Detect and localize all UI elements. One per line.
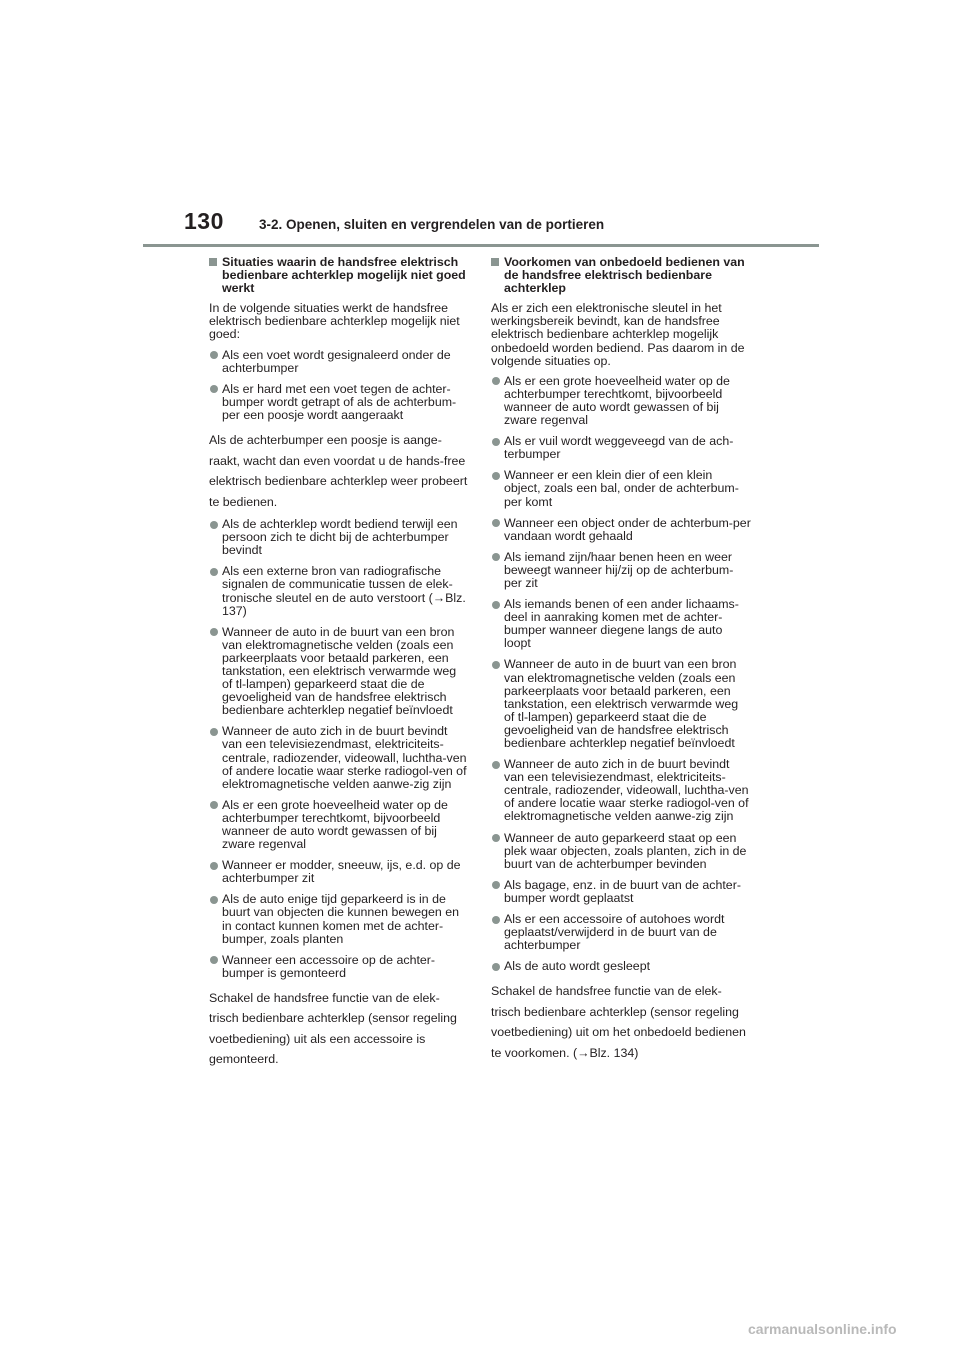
list-item-text: Als iemands benen of een ander lichaams-deel in aanraking komen met de achter-bumper wanneer diegene langs de auto loopt <box>504 597 739 651</box>
list-item-text: Als de auto wordt gesleept <box>504 959 651 974</box>
list-item-text: Wanneer de auto zich in de buurt bevindt van een televisiezendmast, elektriciteits-centrale, radiozender, videowall, luchtha-ven of andere locatie waar sterke radiogol-ven of elektromagnetische velden aanwe-zig zijn <box>504 757 749 824</box>
left-heading <box>209 256 469 295</box>
header-rule <box>143 244 819 247</box>
list-item-text: Als er een grote hoeveelheid water op de achterbumper terechtkomt, bijvoorbeeld wanneer de auto wordt gewassen of bij zware regenval <box>504 373 730 428</box>
list-item <box>209 725 469 790</box>
left-closing: Schakel de handsfree functie van de elek-trisch bedienbare achterklep (sensor regeling voetbediening) uit als een accessoire is gemonteerd. <box>209 990 457 1067</box>
list-item-text: Als de auto enige tijd geparkeerd is in de buurt van objecten die kunnen bewegen en in contact kunnen komen met de achter-bumper, zoals planten <box>222 892 459 946</box>
right-closing: Schakel de handsfree functie van de elek-trisch bedienbare achterklep (sensor regeling voetbediening) uit om het onbedoeld bedienen te voorkomen. (→Blz. 134) <box>491 984 746 1060</box>
list-item <box>209 893 469 945</box>
list-item <box>209 859 469 885</box>
list-item <box>491 469 751 508</box>
watermark: carmanualsonline.info <box>748 1321 897 1337</box>
circle-bullet-icon <box>210 862 218 870</box>
square-bullet-icon <box>209 258 217 266</box>
circle-bullet-icon <box>210 521 218 529</box>
circle-bullet-icon <box>210 628 218 636</box>
right-intro: Als er zich een elektronische sleutel in het werkingsbereik bevindt, kan de handsfree elektrisch bedienbare achterklep mogelijk onbedoeld worden bediend. Pas daarom in de volgende situaties op. <box>491 301 745 368</box>
list-item <box>491 913 751 952</box>
list-item-text: Wanneer de auto geparkeerd staat op een plek waar objecten, zoals planten, zich in de buurt van de achterbumper bevinden <box>504 830 747 871</box>
list-item <box>209 349 469 375</box>
list-item-text: Wanneer de auto zich in de buurt bevindt van een televisiezendmast, elektriciteits-centrale, radiozender, videowall, luchtha-ven of andere locatie waar sterke radiogol-ven of elektromagnetische velden aanwe-zig zijn <box>222 724 467 791</box>
left-middle-text: Als de achterbumper een poosje is aange-raakt, wacht dan even voordat u de hands-free elektrisch bedienbare achterklep weer probeert te bedienen. <box>209 433 468 509</box>
circle-bullet-icon <box>210 896 218 904</box>
list-item <box>491 658 751 750</box>
list-item-text: Als iemand zijn/haar benen heen en weer beweegt wanneer hij/zij op de achterbum-per zit <box>504 549 734 590</box>
circle-bullet-icon <box>210 351 218 359</box>
circle-bullet-icon <box>210 801 218 809</box>
list-item <box>209 565 469 617</box>
list-item <box>209 626 469 718</box>
list-item <box>491 879 751 905</box>
right-heading <box>491 256 751 295</box>
left-column <box>209 256 469 1076</box>
circle-bullet-icon <box>492 881 500 889</box>
left-intro: In de volgende situaties werkt de handsfree elektrisch bedienbare achterklep mogelijk niet goed: <box>209 301 460 342</box>
list-item <box>209 799 469 851</box>
right-column <box>491 256 751 1069</box>
list-item-text: Wanneer een object onder de achterbum-per vandaan wordt gehaald <box>504 515 751 543</box>
circle-bullet-icon <box>492 519 500 527</box>
list-item <box>491 598 751 650</box>
right-heading-text: Voorkomen van onbedoeld bedienen van de handsfree elektrisch bedienbare achterklep <box>504 255 745 296</box>
list-item-text: Wanneer de auto in de buurt van een bron van elektromagnetische velden (zoals een parkeerplaats voor betaald parkeren, een tankstation, een elektrisch verwarmde weg of tl-lampen) geparkeerd staat die de gevoeligheid van de handsfree elektrisch bedienbare achterklep negatief beïnvloedt <box>504 657 739 750</box>
list-item-text: Als de achterklep wordt bediend terwijl een persoon zich te dicht bij de achterbumper bevindt <box>222 517 458 558</box>
circle-bullet-icon <box>492 963 500 971</box>
list-item-text: Als er een grote hoeveelheid water op de achterbumper terechtkomt, bijvoorbeeld wanneer de auto wordt gewassen of bij zware regenval <box>222 797 448 852</box>
list-item <box>491 832 751 871</box>
square-bullet-icon <box>491 258 499 266</box>
list-item-text: Wanneer er een klein dier of een klein object, zoals een bal, onder de achterbum-per komt <box>504 468 739 509</box>
list-item-text: Als er vuil wordt weggeveegd van de ach-terbumper <box>504 434 734 462</box>
list-item <box>209 383 469 422</box>
circle-bullet-icon <box>492 472 500 480</box>
list-item-text: Als een voet wordt gesignaleerd onder de achterbumper <box>222 347 451 375</box>
list-item-text: Als een externe bron van radiografische signalen de communicatie tussen de elek-tronische sleutel en de auto verstoort (→Blz. 137) <box>222 564 466 618</box>
circle-bullet-icon <box>210 385 218 393</box>
list-item <box>209 518 469 557</box>
circle-bullet-icon <box>492 601 500 609</box>
list-item <box>491 517 751 543</box>
circle-bullet-icon <box>492 553 500 561</box>
page-number: 130 <box>184 208 224 234</box>
circle-bullet-icon <box>492 438 500 446</box>
circle-bullet-icon <box>210 728 218 736</box>
list-item <box>491 375 751 427</box>
circle-bullet-icon <box>492 377 500 385</box>
list-item <box>491 435 751 461</box>
left-heading-text: Situaties waarin de handsfree elektrisch bedienbare achterklep mogelijk niet goed werkt <box>222 255 466 296</box>
list-item <box>491 551 751 590</box>
list-item-text: Wanneer er modder, sneeuw, ijs, e.d. op de achterbumper zit <box>222 858 461 886</box>
circle-bullet-icon <box>492 834 500 842</box>
circle-bullet-icon <box>492 761 500 769</box>
section-title: 3-2. Openen, sluiten en vergrendelen van de portieren <box>259 217 605 232</box>
list-item <box>491 960 751 973</box>
list-item-text: Wanneer de auto in de buurt van een bron van elektromagnetische velden (zoals een parkeerplaats voor betaald parkeren, een tankstation, een elektrisch verwarmde weg of tl-lampen) geparkeerd staat die de gevoeligheid van de handsfree elektrisch bedienbare achterklep negatief beïnvloedt <box>222 624 457 718</box>
list-item-text: Als er een accessoire of autohoes wordt geplaatst/verwijderd in de buurt van de achterbumper <box>504 912 725 953</box>
circle-bullet-icon <box>492 661 500 669</box>
list-item-text: Als er hard met een voet tegen de achter-bumper wordt getrapt of als de achterbum-per een poosje wordt aangeraakt <box>222 381 457 422</box>
circle-bullet-icon <box>210 956 218 964</box>
circle-bullet-icon <box>210 568 218 576</box>
circle-bullet-icon <box>492 916 500 924</box>
list-item-text: Wanneer een accessoire op de achter-bumper is gemonteerd <box>222 952 436 980</box>
list-item-text: Als bagage, enz. in de buurt van de achter-bumper wordt geplaatst <box>504 877 741 905</box>
list-item <box>209 954 469 980</box>
list-item <box>491 758 751 823</box>
